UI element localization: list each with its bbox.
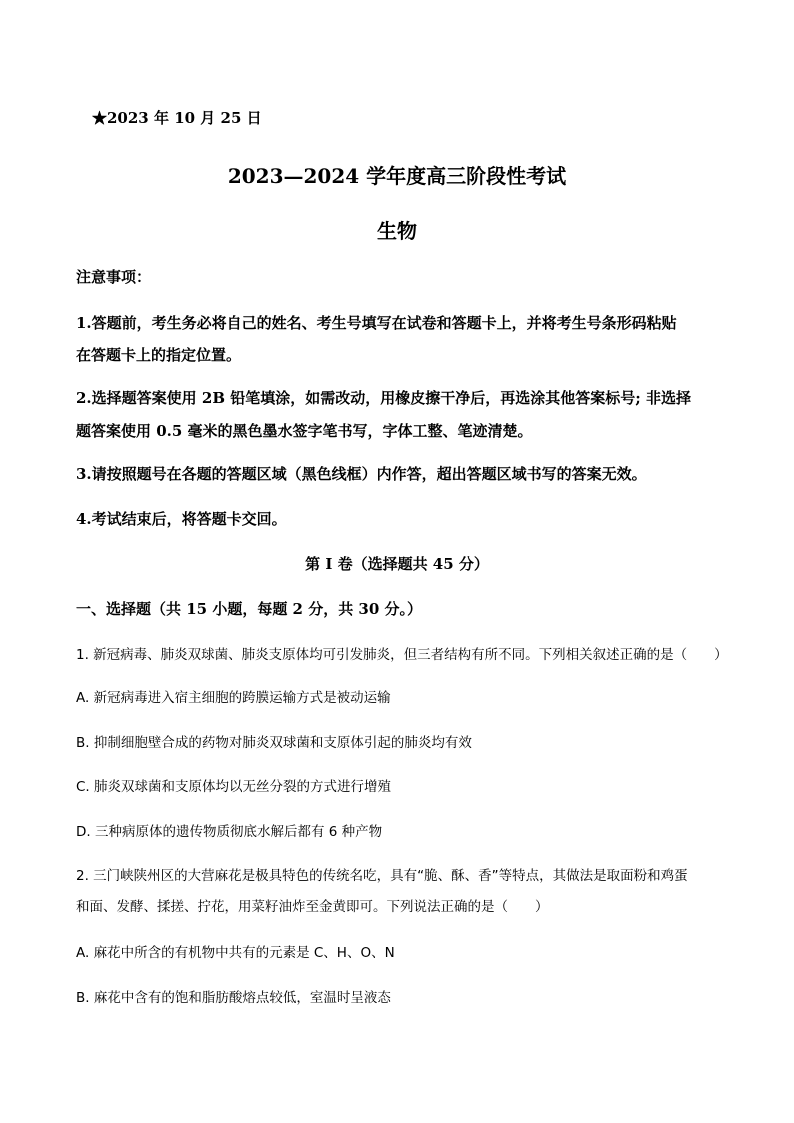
notice-item-1-line-2: 在答题卡上的指定位置。 [76,346,242,364]
question-1-stem: 1. 新冠病毒、肺炎双球菌、肺炎支原体均可引发肺炎，但三者结构有所不同。下列相关叙述正确的是（ ） [76,647,728,663]
question-1-option-b: B. 抑制细胞壁合成的药物对肺炎双球菌和支原体引起的肺炎均有效 [76,735,472,751]
section-title: 第 I 卷（选择题共 45 分） [305,555,489,573]
notice-heading: 注意事项： [76,268,152,286]
question-1-option-d: D. 三种病原体的遗传物质彻底水解后都有 6 种产物 [76,824,383,840]
exam-subject: 生物 [377,219,417,243]
question-2-option-a: A. 麻花中所含的有机物中共有的元素是 C、H、O、N [76,945,395,961]
part-heading: 一、选择题（共 15 小题，每题 2 分，共 30 分。） [76,600,423,618]
notice-item-2-line-2: 题答案使用 0.5 毫米的黑色墨水签字笔书写，字体工整、笔迹清楚。 [76,422,533,440]
notice-item-4: 4.考试结束后，将答题卡交回。 [76,510,287,528]
exam-title: 2023—2024 学年度高三阶段性考试 [227,164,567,188]
notice-item-3: 3.请按照题号在各题的答题区域（黑色线框）内作答，超出答题区域书写的答案无效。 [76,465,647,483]
question-1-option-c: C. 肺炎双球菌和支原体均以无丝分裂的方式进行增殖 [76,779,392,795]
notice-item-2-line-1: 2.选择题答案使用 2B 铅笔填涂，如需改动，用橡皮擦干净后，再选涂其他答案标号; 非选择 [76,389,691,407]
question-2-stem-line-2: 和面、发酵、揉搓、拧花，用菜籽油炸至金黄即可。下列说法正确的是（ ） [76,899,549,915]
question-2-option-b: B. 麻花中含有的饱和脂肪酸熔点较低，室温时呈液态 [76,990,391,1006]
notice-item-1-line-1: 1.答题前，考生务必将自己的姓名、考生号填写在试卷和答题卡上，并将考生号条形码粘贴 [76,314,677,332]
question-1-option-a: A. 新冠病毒进入宿主细胞的跨膜运输方式是被动运输 [76,690,391,706]
exam-date: ★2023 年 10 月 25 日 [92,109,262,127]
question-2-stem-line-1: 2. 三门峡陕州区的大营麻花是极具特色的传统名吃，具有“脆、酥、香”等特点，其做法是取面粉和鸡蛋 [76,868,688,884]
